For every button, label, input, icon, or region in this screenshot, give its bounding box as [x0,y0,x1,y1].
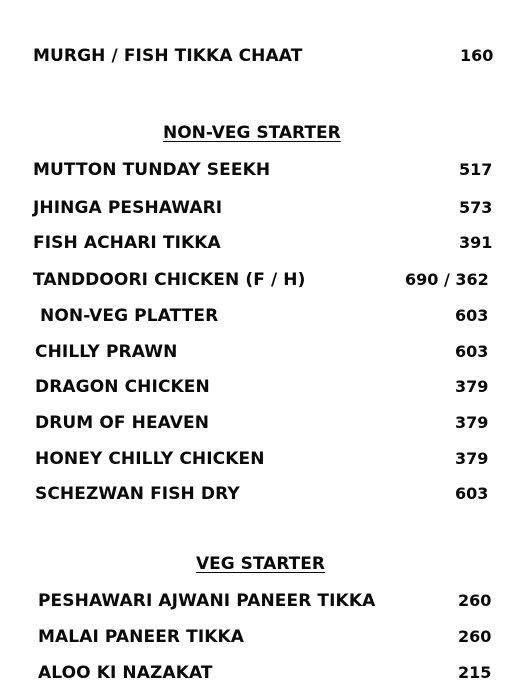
menu-item-name: SCHEZWAN FISH DRY [35,484,240,504]
menu-item-price: 573 [459,198,493,217]
menu-item-name: PESHAWARI AJWANI PANEER TIKKA [38,591,376,611]
menu-item-price: 603 [455,342,489,361]
menu-item-row [0,158,514,182]
menu-item-price: 603 [455,306,489,325]
menu-item-row [0,589,514,613]
menu-item-row [0,231,514,255]
menu-item-name: FISH ACHARI TIKKA [33,233,221,253]
menu-item-name: CHILLY PRAWN [35,342,178,362]
menu-item-row [0,375,514,399]
menu-item-name: MALAI PANEER TIKKA [38,627,245,647]
menu-item-name: ALOO KI NAZAKAT [38,663,213,683]
menu-item-name: HONEY CHILLY CHICKEN [35,449,265,469]
menu-item-price: 260 [458,627,492,646]
menu-item-row [0,625,514,649]
menu-item-row [0,447,514,471]
menu-item-name: DRUM OF HEAVEN [35,413,210,433]
menu-item-row [0,196,514,220]
menu-item-name: MURGH / FISH TIKKA CHAAT [33,46,303,66]
menu-item-price: 215 [458,663,492,682]
menu-item-price: 379 [455,413,489,432]
menu-item-price: 603 [455,484,489,503]
section-heading-veg: VEG STARTER [196,554,325,574]
menu-item-price: 690 / 362 [405,270,489,289]
menu-item-price: 379 [455,449,489,468]
menu-item-row [0,661,514,685]
menu-item-price: 391 [459,233,493,252]
section-heading-nonveg: NON-VEG STARTER [163,123,341,143]
menu-item-name: JHINGA PESHAWARI [33,198,223,218]
menu-item-name: TANDDOORI CHICKEN (F / H) [33,270,306,290]
menu-item-row [0,340,514,364]
menu-item-name: NON-VEG PLATTER [40,306,219,326]
menu-item-price: 379 [455,377,489,396]
menu-item-row [0,44,514,68]
menu-item-row [0,304,514,328]
menu-item-row [0,482,514,506]
menu-item-price: 260 [458,591,492,610]
menu-item-name: DRAGON CHICKEN [35,377,210,397]
menu-item-row [0,268,514,292]
menu-item-row [0,411,514,435]
menu-item-price: 160 [460,46,494,65]
menu-item-name: MUTTON TUNDAY SEEKH [33,160,271,180]
menu-item-price: 517 [459,160,493,179]
